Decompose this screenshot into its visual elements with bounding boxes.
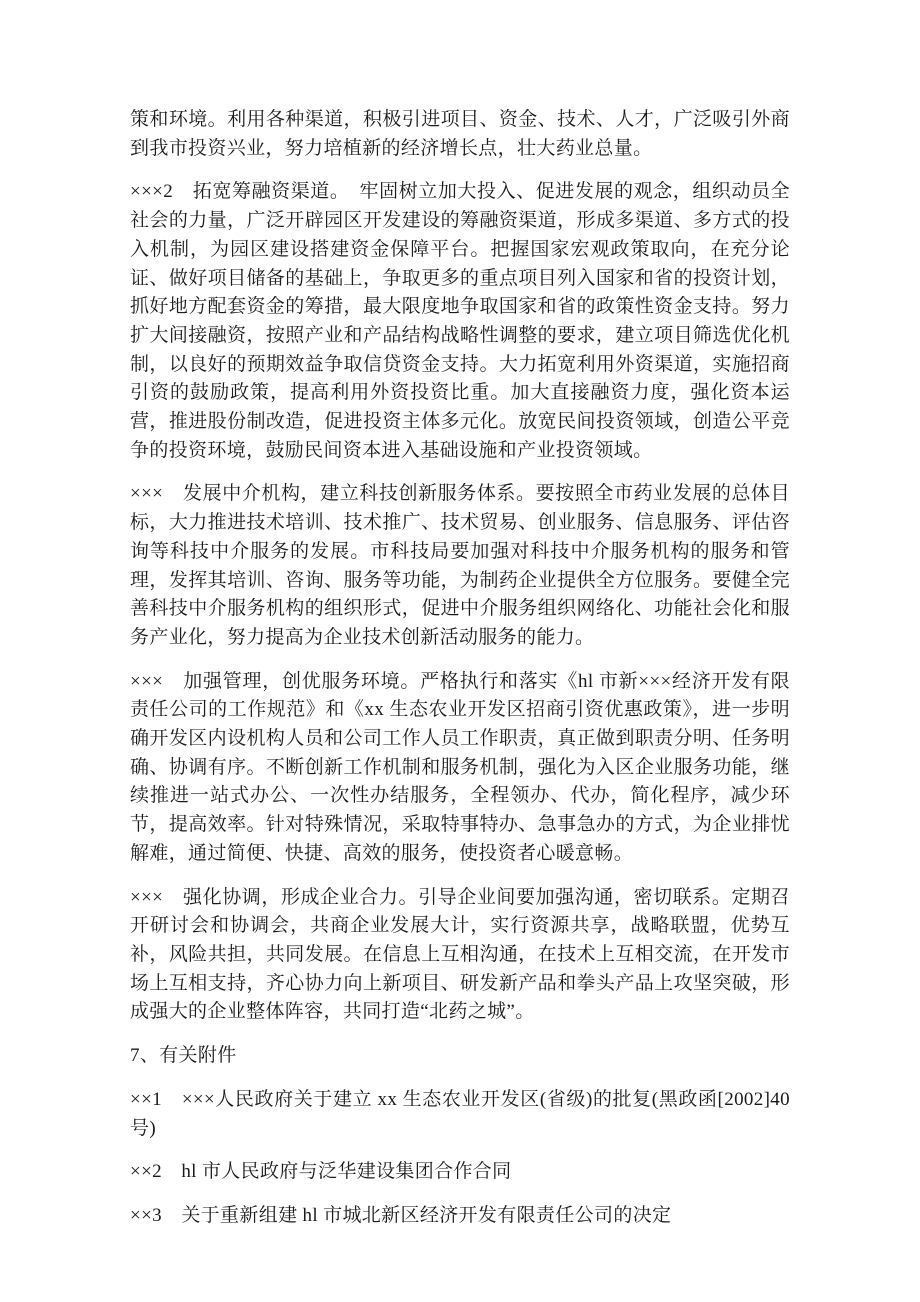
attachment-item-3: ××3 关于重新组建 hl 市城北新区经济开发有限责任公司的决定 [130,1204,672,1226]
attachment-item-1: ××1 ×××人民政府关于建立 xx 生态农业开发区(省级)的批复(黑政函[2002]40 号) [130,1088,790,1139]
para-management-service: ××× 加强管理，创优服务环境。严格执行和落实《hl 市新×××经济开发有限责任公司的工作规范》和《xx 生态农业开发区招商引资优惠政策》，进一步明确开发区内设机构人员和公司工作人员工作职责，真正做到职责分明、任务明确、协调有序。不断创新工作机制和服务机制，强化为入区企业服务功能，继续推进一站式办公、一次性办结服务，全程领办、代办，简化程序，减少环节，提高效率。针对特殊情况，采取特事特办、急事急办的方式，为企业排忧解难，通过简便、快捷、高效的服务，使投资者心暖意畅。 [130,670,790,864]
heading-attachments: 7、有关附件 [130,1045,237,1067]
para-coordination: ××× 强化协调，形成企业合力。引导企业间要加强沟通，密切联系。定期召开研讨会和协调会，共商企业发展大计，实行资源共享，战略联盟，优势互补，风险共担，共同发展。在信息上互相沟通，在技术上互相交流，在开发市场上互相支持，齐心协力向上新项目、研发新产品和拳头产品上攻坚突破，形成强大的企业整体阵容，共同打造“北药之城”。 [130,886,790,1023]
para-continuation: 策和环境。利用各种渠道，积极引进项目、资金、技术、人才，广泛吸引外商到我市投资兴业，努力培植新的经济增长点，壮大药业总量。 [130,109,790,159]
para-financing-channels: ×××2 拓宽筹融资渠道。 牢固树立加大投入、促进发展的观念，组织动员全社会的力量，广泛开辟园区开发建设的筹融资渠道，形成多渠道、多方式的投入机制，为园区建设搭建资金保障平台。把握国家宏观政策取向，在充分论证、做好项目储备的基础上，争取更多的重点项目列入国家和省的投资计划，抓好地方配套资金的筹措，最大限度地争取国家和省的政策性资金支持。努力扩大间接融资，按照产业和产品结构战略性调整的要求，建立项目筛选优化机制，以良好的预期效益争取信贷资金支持。大力拓宽利用外资渠道，实施招商引资的鼓励政策，提高利用外资投资比重。加大直接融资力度，强化资本运营，推进股份制改造，促进投资主体多元化。放宽民间投资领域，创造公平竞争的投资环境，鼓励民间资本进入基础设施和产业投资领域。 [130,181,790,461]
attachment-item-2: ××2 hl 市人民政府与泛华建设集团合作合同 [130,1161,512,1183]
para-intermediary-services: ××× 发展中介机构，建立科技创新服务体系。要按照全市药业发展的总体目标，大力推进技术培训、技术推广、技术贸易、创业服务、信息服务、评估咨询等科技中介服务的发展。市科技局要加强对科技中介服务机构的服务和管理，发挥其培训、咨询、服务等功能，为制药企业提供全方位服务。要健全完善科技中介服务机构的组织形式，促进中介服务组织网络化、功能社会化和服务产业化，努力提高为企业技术创新活动服务的能力。 [130,483,790,648]
